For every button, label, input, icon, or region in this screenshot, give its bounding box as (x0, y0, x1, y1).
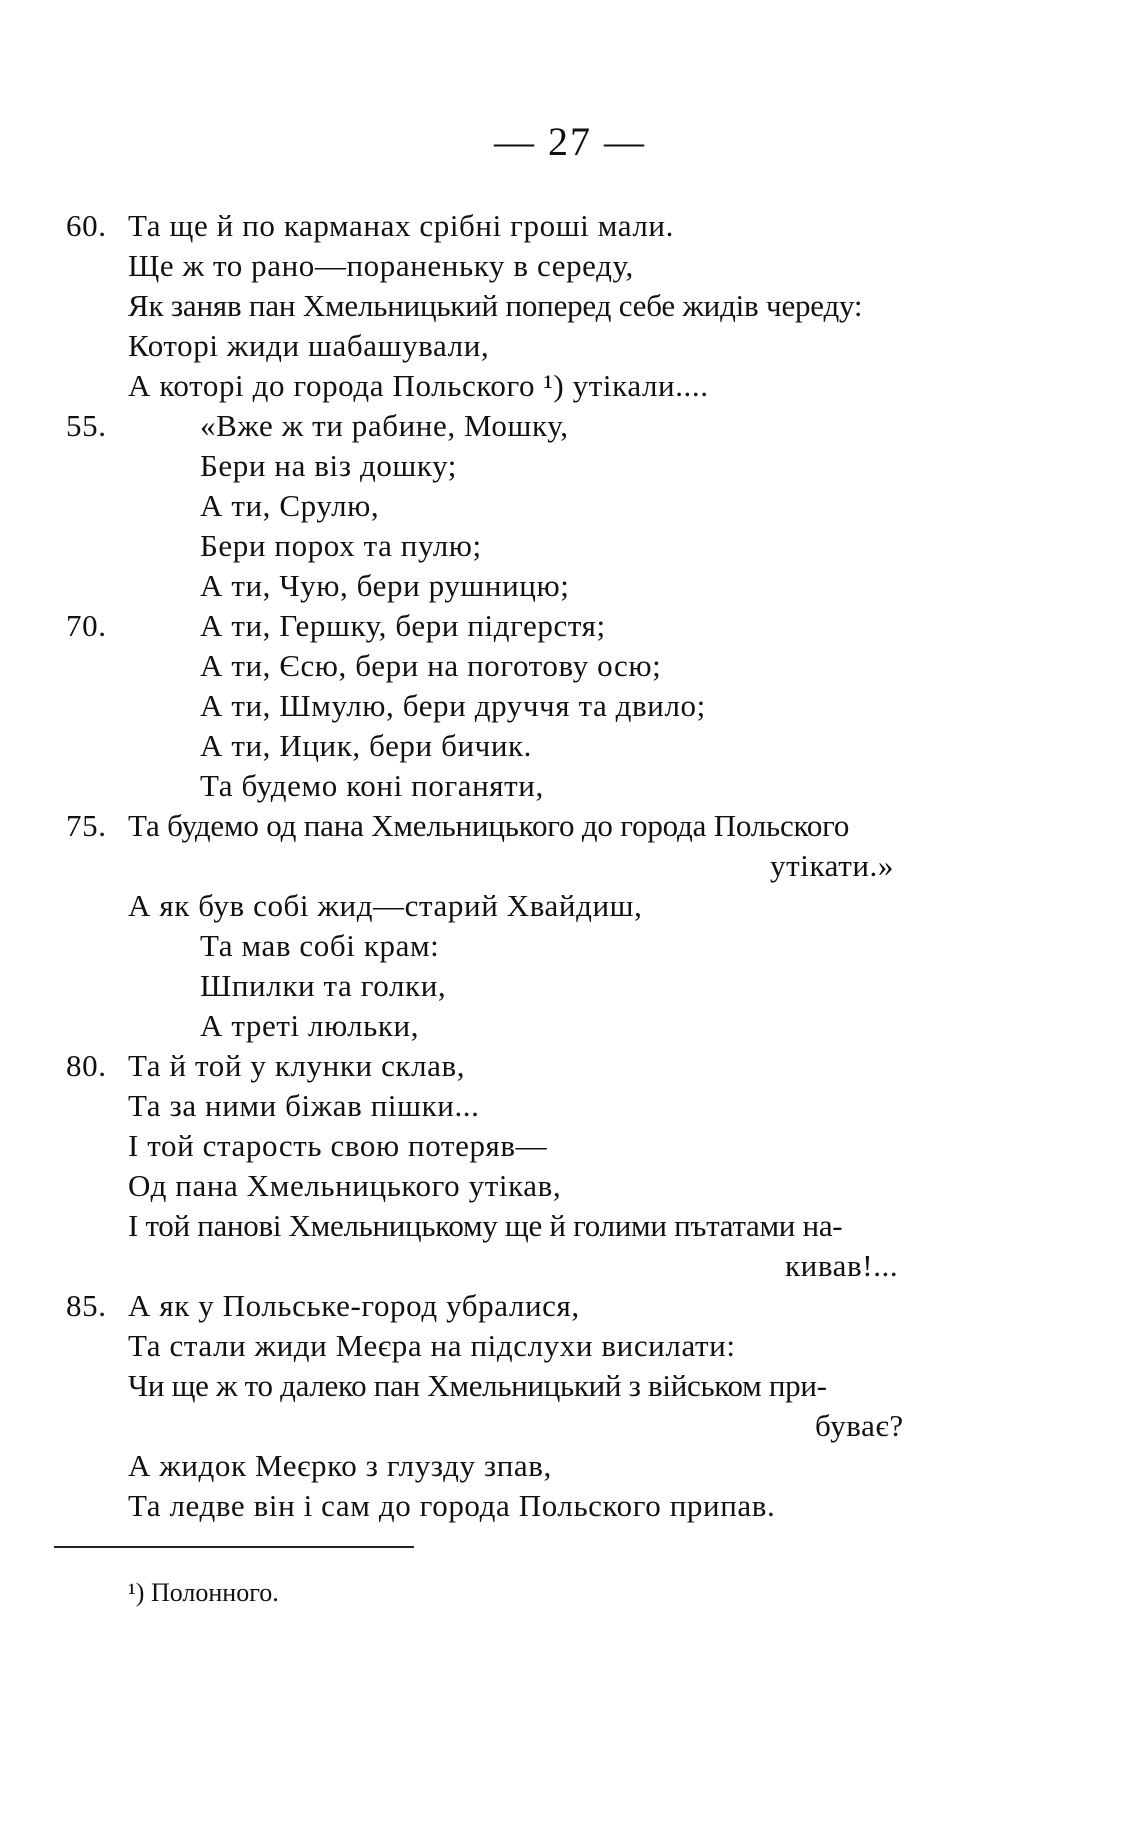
footnote-rule (54, 1546, 414, 1548)
line-text: Шпилки та голки, (200, 968, 447, 1003)
line-number: 70. (66, 608, 107, 643)
line-number: 60. (66, 208, 107, 243)
line-text: Та ще й по карманах срібні гроші мали. (128, 208, 674, 243)
line-text: Та мав собі крам: (200, 928, 440, 963)
line-text: А жидок Меєрко з глузду зпав, (128, 1448, 552, 1483)
line-text: А ти, Шмулю, бери друччя та двило; (200, 688, 706, 723)
line-text: Та й той у клунки склав, (128, 1048, 466, 1083)
line-text: А ти, Єсю, бери на поготову осю; (200, 648, 662, 683)
line-text: Та за ними біжав пішки... (128, 1088, 480, 1123)
line-text: А которі до города Польского ¹) утікали.... (128, 368, 709, 403)
line-text: Ще ж то рано—пораненьку в середу, (128, 248, 634, 283)
line-text: Которі жиди шабашували, (128, 328, 490, 363)
line-number: 85. (66, 1288, 107, 1323)
line-text: І той панові Хмельницькому ще й голими пътатами на- (128, 1208, 843, 1243)
line-text: Бери на віз дошку; (200, 448, 458, 483)
line-text: Та будемо од пана Хмельницького до города Польского (128, 808, 850, 843)
line-text: утікати.» (770, 848, 894, 883)
line-text: А як у Польське-город убралися, (128, 1288, 580, 1323)
page-number: — 27 — (494, 119, 646, 164)
line-text: буває? (815, 1408, 904, 1443)
line-text: Од пана Хмельницького утікав, (128, 1168, 562, 1203)
line-number: 80. (66, 1048, 107, 1083)
line-text: А ти, Ицик, бери бичик. (200, 728, 533, 763)
line-text: А треті люльки, (200, 1008, 420, 1043)
line-text: Та ледве він і сам до города Польского припав. (128, 1488, 776, 1523)
line-text: Як заняв пан Хмельницький поперед себе жидів череду: (128, 288, 863, 323)
line-text: кивав!... (785, 1248, 899, 1283)
line-text: Та будемо коні поганяти, (200, 768, 544, 803)
line-number: 75. (66, 808, 107, 843)
line-number: 55. (66, 408, 107, 443)
line-text: Бери порох та пулю; (200, 528, 482, 563)
line-text: А ти, Срулю, (200, 488, 380, 523)
line-text: І той старость свою потеряв— (128, 1128, 548, 1163)
line-text: А ти, Гершку, бери підгерстя; (200, 608, 606, 643)
line-text: А як був собі жид—старий Хвайдиш, (128, 888, 643, 923)
line-text: А ти, Чую, бери рушницю; (200, 568, 570, 603)
line-text: Чи ще ж то далеко пан Хмельницький з військом при- (128, 1368, 827, 1403)
footnote: ¹) Полонного. (128, 1578, 279, 1607)
line-text: Та стали жиди Меєра на підслухи висилати: (128, 1328, 736, 1363)
line-text: «Вже ж ти рабине, Мошку, (200, 408, 569, 443)
